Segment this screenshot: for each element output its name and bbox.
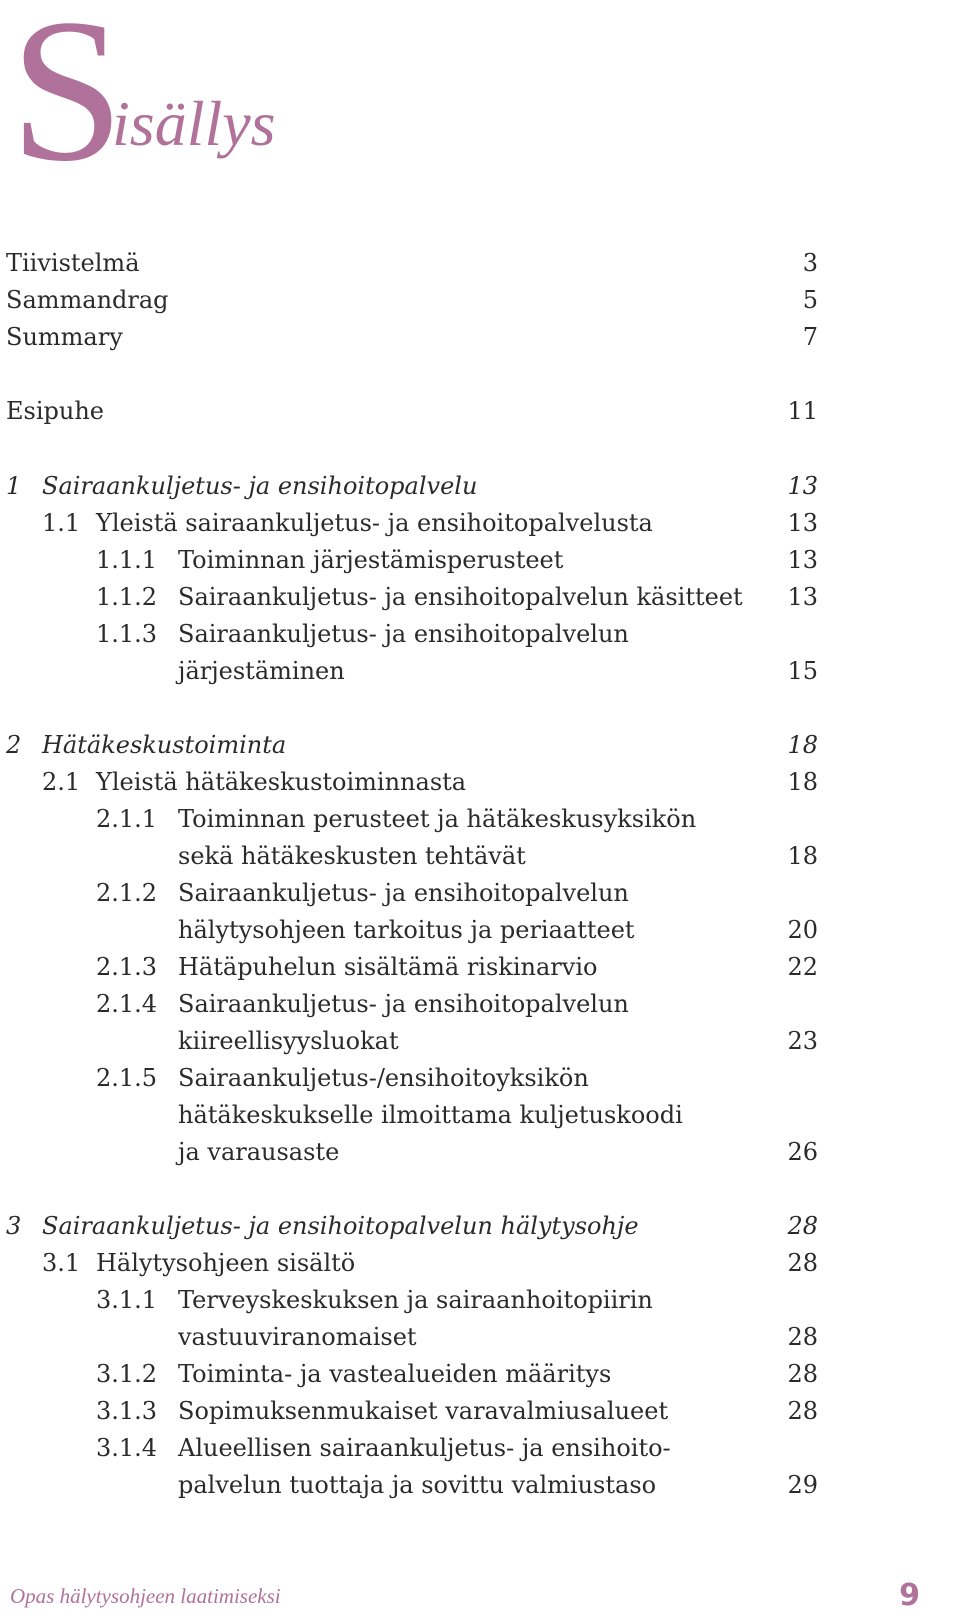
- toc-subsection-continuation: [0, 1318, 960, 1356]
- toc-subsection: [0, 874, 960, 912]
- toc-subsection-number: 2.1.4: [96, 990, 158, 1018]
- toc-subsection-title: ja varausaste: [178, 1138, 340, 1166]
- toc-subsection-continuation: [0, 1022, 960, 1060]
- title-initial: S: [10, 0, 125, 204]
- toc-subsection-number: 2.1.1: [96, 805, 158, 833]
- toc-subsection-continuation: [0, 652, 960, 690]
- toc-subsection: [0, 541, 960, 579]
- toc-subsection-number: 2.1.5: [96, 1064, 158, 1092]
- toc-entry-title: Esipuhe: [6, 397, 104, 425]
- toc-chapter-number: 2: [6, 731, 22, 759]
- toc-subsection-title: Sairaankuljetus-/ensihoitoyksikön: [178, 1064, 589, 1092]
- toc-chapter: [0, 726, 960, 764]
- toc-subsection-title: Sairaankuljetus- ja ensihoitopalvelun: [178, 620, 629, 648]
- toc-subsection-title: Sairaankuljetus- ja ensihoitopalvelun: [178, 879, 629, 907]
- toc-section-title: Yleistä sairaankuljetus- ja ensihoitopalvelusta: [96, 509, 653, 537]
- toc-subsection-page: 26: [787, 1138, 818, 1166]
- toc-section: [0, 763, 960, 801]
- toc-entry: [0, 244, 960, 282]
- toc-subsection-number: 3.1.1: [96, 1286, 158, 1314]
- toc-entry: [0, 281, 960, 319]
- toc-subsection-title: Sairaankuljetus- ja ensihoitopalvelun käsitteet: [178, 583, 743, 611]
- toc-section: [0, 1244, 960, 1282]
- toc-subsection-continuation: [0, 911, 960, 949]
- toc-subsection-title: Sairaankuljetus- ja ensihoitopalvelun: [178, 990, 629, 1018]
- toc-chapter-title: Sairaankuljetus- ja ensihoitopalvelu: [42, 472, 478, 500]
- toc-subsection-title: Terveyskeskuksen ja sairaanhoitopiirin: [178, 1286, 653, 1314]
- toc-subsection-number: 3.1.3: [96, 1397, 158, 1425]
- toc-subsection: [0, 1429, 960, 1467]
- toc-subsection-title: Sopimuksenmukaiset varavalmiusalueet: [178, 1397, 669, 1425]
- toc-subsection-number: 2.1.3: [96, 953, 158, 981]
- toc-subsection-title: Toiminnan perusteet ja hätäkeskusyksikön: [178, 805, 697, 833]
- toc-entry-page: 7: [802, 323, 818, 351]
- toc-subsection: [0, 948, 960, 986]
- title-rest: isällys: [112, 88, 276, 159]
- toc-subsection-page: 13: [787, 583, 818, 611]
- toc-subsection-page: 28: [787, 1323, 818, 1351]
- toc-subsection: [0, 1281, 960, 1319]
- toc-section-title: Yleistä hätäkeskustoiminnasta: [96, 768, 467, 796]
- toc-chapter-title: Hätäkeskustoiminta: [42, 731, 287, 759]
- toc-subsection-title: Toiminta- ja vastealueiden määritys: [178, 1360, 612, 1388]
- toc-chapter: [0, 467, 960, 505]
- toc-subsection: [0, 985, 960, 1023]
- toc-subsection-number: 3.1.4: [96, 1434, 158, 1462]
- toc-section-title: Hälytysohjeen sisältö: [96, 1249, 356, 1277]
- footer-page-number: 9: [899, 1578, 920, 1613]
- toc-subsection-number: 2.1.2: [96, 879, 158, 907]
- toc-subsection: [0, 800, 960, 838]
- toc-subsection-number: 1.1.3: [96, 620, 158, 648]
- toc-subsection-title: järjestäminen: [178, 657, 345, 685]
- toc-subsection-title: kiireellisyysluokat: [178, 1027, 399, 1055]
- toc-subsection-title: hätäkeskukselle ilmoittama kuljetuskoodi: [178, 1101, 683, 1129]
- toc-subsection-number: 1.1.1: [96, 546, 158, 574]
- toc-subsection-title: vastuuviranomaiset: [178, 1323, 417, 1351]
- toc-subsection-page: 18: [787, 842, 818, 870]
- toc-subsection-page: 15: [787, 657, 818, 685]
- toc-subsection-number: 3.1.2: [96, 1360, 158, 1388]
- toc-chapter-number: 1: [6, 472, 22, 500]
- toc-subsection-title: sekä hätäkeskusten tehtävät: [178, 842, 526, 870]
- toc-chapter-number: 3: [6, 1212, 22, 1240]
- toc-subsection: [0, 1392, 960, 1430]
- toc-subsection-page: 23: [787, 1027, 818, 1055]
- footer-publication-title: Opas hälytysohjeen laatimiseksi: [10, 1584, 281, 1608]
- toc-subsection-continuation: [0, 837, 960, 875]
- toc-section-page: 13: [787, 509, 818, 537]
- toc-subsection-title: hälytysohjeen tarkoitus ja periaatteet: [178, 916, 635, 944]
- toc-entry: [0, 318, 960, 356]
- toc-chapter: [0, 1207, 960, 1245]
- toc-subsection-page: 28: [787, 1360, 818, 1388]
- toc-subsection-continuation: [0, 1096, 960, 1134]
- toc-subsection-page: 29: [787, 1471, 818, 1499]
- toc-subsection-page: 28: [787, 1397, 818, 1425]
- toc-section-page: 28: [787, 1249, 818, 1277]
- toc-entry: [0, 392, 960, 430]
- toc-subsection-continuation: [0, 1466, 960, 1504]
- toc-entry-title: Sammandrag: [6, 286, 169, 314]
- toc-chapter-page: 13: [787, 472, 818, 500]
- toc-subsection-page: 20: [787, 916, 818, 944]
- toc-section-number: 3.1: [42, 1249, 81, 1277]
- toc-subsection-title: Alueellisen sairaankuljetus- ja ensihoito-: [178, 1434, 671, 1462]
- toc-section-number: 2.1: [42, 768, 81, 796]
- toc-section-number: 1.1: [42, 509, 81, 537]
- toc-section-page: 18: [787, 768, 818, 796]
- toc-subsection: [0, 615, 960, 653]
- toc-subsection-number: 1.1.2: [96, 583, 158, 611]
- toc-subsection-title: Toiminnan järjestämisperusteet: [178, 546, 564, 574]
- toc-section: [0, 504, 960, 542]
- toc-entry-page: 5: [802, 286, 818, 314]
- toc-chapter-page: 28: [787, 1212, 818, 1240]
- toc-entry-title: Tiivistelmä: [6, 249, 140, 277]
- toc-subsection-page: 22: [787, 953, 818, 981]
- toc-subsection-title: Hätäpuhelun sisältämä riskinarvio: [178, 953, 598, 981]
- toc-chapter-page: 18: [787, 731, 818, 759]
- toc-entry-title: Summary: [6, 323, 123, 351]
- toc-subsection: [0, 578, 960, 616]
- toc-entry-page: 3: [802, 249, 818, 277]
- toc-subsection: [0, 1355, 960, 1393]
- toc-subsection: [0, 1059, 960, 1097]
- toc-chapter-title: Sairaankuljetus- ja ensihoitopalvelun hälytysohje: [42, 1212, 639, 1240]
- toc-entry-page: 11: [787, 397, 818, 425]
- toc-subsection-page: 13: [787, 546, 818, 574]
- toc-subsection-title: palvelun tuottaja ja sovittu valmiustaso: [178, 1471, 657, 1499]
- toc-subsection-continuation: [0, 1133, 960, 1171]
